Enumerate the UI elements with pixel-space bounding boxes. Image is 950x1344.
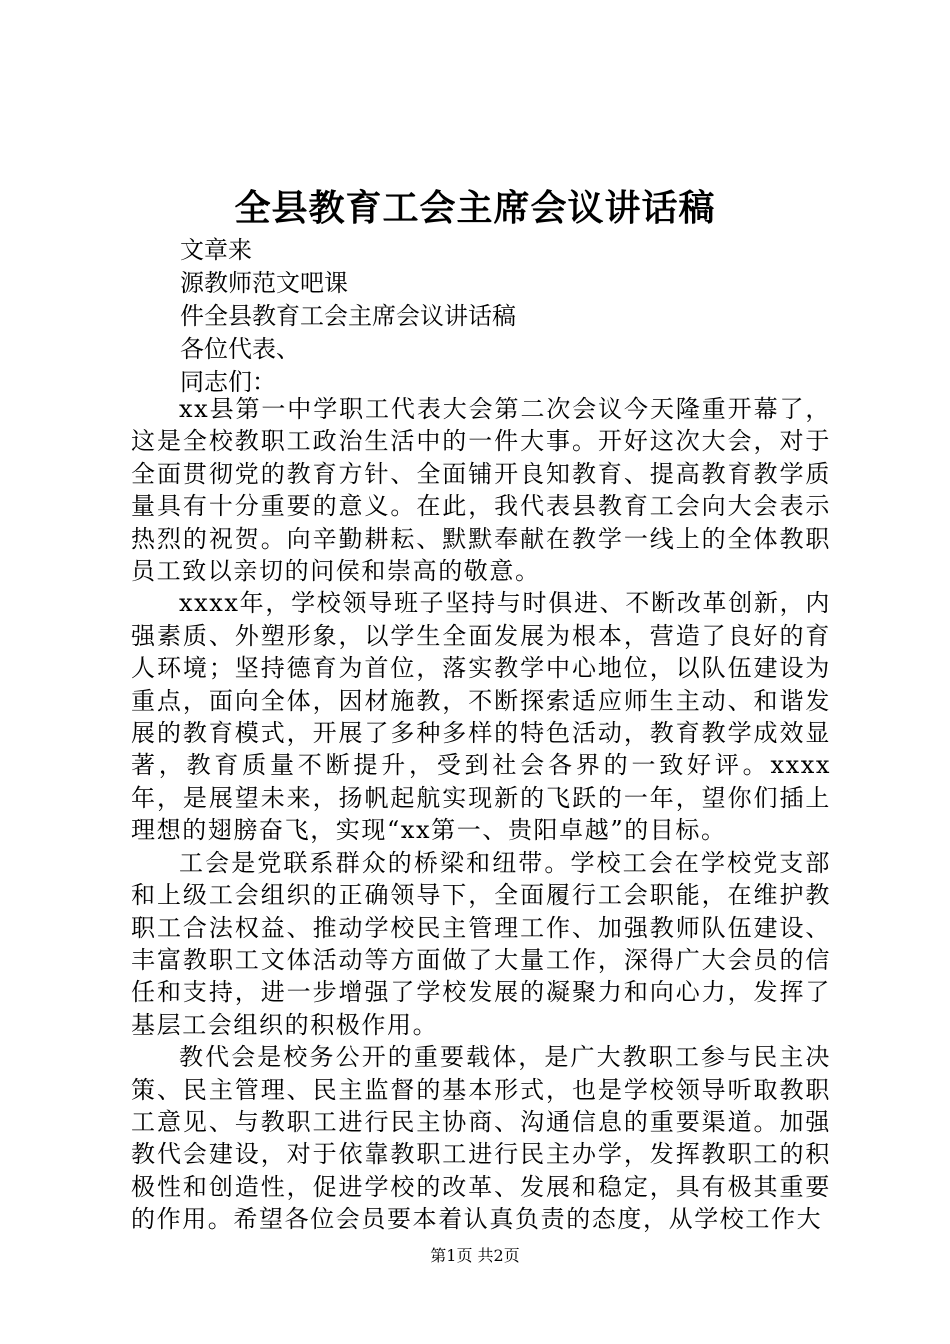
body-text [131, 393, 831, 1236]
body-paragraph: 工会是党联系群众的桥梁和纽带。学校工会在学校党支部和上级工会组织的正确领导下，全面履行工会职能，在维护教职工合法权益、推动学校民主管理工作、加强教师队伍建设、丰富教职工文体活动等方面做了大量工作，深得广大会员的信任和支持，进一步增强了学校发展的凝聚力和向心力，发挥了基层工会组织的积极作用。 [131, 848, 831, 1039]
intro-line: 源教师范文吧课 [180, 269, 348, 297]
intro-block [180, 234, 840, 399]
intro-line: 件全县教育工会主席会议讲话稿 [180, 302, 516, 330]
body-paragraph: xx县第一中学职工代表大会第二次会议今天隆重开幕了，这是全校教职工政治生活中的一件大事。开好这次大会，对于全面贯彻党的教育方针、全面铺开良知教育、提高教育教学质量具有十分重要的意义。在此，我代表县教育工会向大会表示热烈的祝贺。向辛勤耕耘、默默奉献在教学一线上的全体教职员工致以亲切的问侯和崇高的敬意。 [131, 395, 831, 586]
body-paragraph: xxxx年，学校领导班子坚持与时俱进、不断改革创新，内强素质、外塑形象，以学生全面发展为根本，营造了良好的育人环境；坚持德育为首位，落实教学中心地位，以队伍建设为重点，面向全体，因材施教，不断探索适应师生主动、和谐发展的教育模式，开展了多种多样的特色活动，教育教学成效显著，教育质量不断提升，受到社会各界的一致好评。xxxx年，是展望未来，扬帆起航实现新的飞跃的一年，望你们插上理想的翅膀奋飞，实现“xx第一、贵阳卓越”的目标。 [131, 589, 831, 845]
intro-line: 文章来 [180, 236, 252, 264]
page-footer: 第1页 共2页 [430, 1246, 520, 1265]
salutation-line: 同志们： [180, 368, 276, 396]
body-paragraph: 教代会是校务公开的重要载体，是广大教职工参与民主决策、民主管理、民主监督的基本形式，也是学校领导听取教职工意见、与教职工进行民主协商、沟通信息的重要渠道。加强教代会建设，对于依靠教职工进行民主办学，发挥教职工的积极性和创造性，促进学校的改革、发展和稳定，具有极其重要的作用。希望各位会员要本着认真负责的态度，从学校工作大 [131, 1043, 831, 1234]
salutation-line: 各位代表、 [180, 335, 300, 363]
page-title: 全县教育工会主席会议讲话稿 [234, 187, 716, 229]
